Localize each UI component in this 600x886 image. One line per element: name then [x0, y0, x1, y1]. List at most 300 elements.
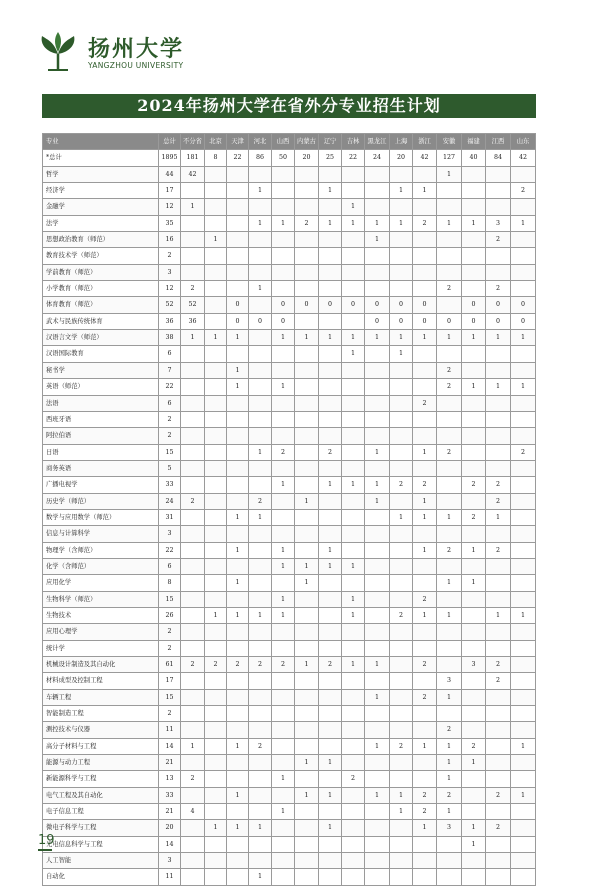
- quota-cell: [365, 542, 390, 558]
- quota-cell: [272, 493, 295, 509]
- table-row: [43, 591, 536, 607]
- quota-cell: [205, 509, 227, 525]
- quota-cell: [319, 199, 342, 215]
- quota-cell: [365, 722, 390, 738]
- quota-cell: [295, 264, 319, 280]
- quota-cell: [272, 787, 295, 803]
- quota-cell: 1: [462, 836, 486, 852]
- quota-cell: [437, 428, 462, 444]
- table-row: [43, 183, 536, 199]
- major-name-cell: 商务英语: [43, 460, 159, 476]
- quota-cell: [227, 428, 249, 444]
- quota-cell: [437, 346, 462, 362]
- quota-cell: 3: [462, 657, 486, 673]
- quota-cell: 3: [159, 264, 181, 280]
- quota-cell: [295, 640, 319, 656]
- quota-cell: [227, 755, 249, 771]
- quota-cell: [249, 362, 272, 378]
- quota-cell: [342, 820, 365, 836]
- quota-cell: [511, 493, 536, 509]
- quota-cell: [511, 869, 536, 885]
- quota-cell: 2: [486, 657, 511, 673]
- quota-cell: [319, 804, 342, 820]
- major-name-cell: 自动化: [43, 869, 159, 885]
- quota-cell: [181, 509, 205, 525]
- quota-cell: 1: [272, 804, 295, 820]
- quota-cell: [249, 771, 272, 787]
- quota-cell: [272, 264, 295, 280]
- quota-cell: [227, 836, 249, 852]
- quota-cell: [249, 836, 272, 852]
- quota-cell: 2: [181, 657, 205, 673]
- quota-cell: [511, 542, 536, 558]
- quota-cell: [272, 836, 295, 852]
- quota-cell: 17: [159, 183, 181, 199]
- quota-cell: [511, 673, 536, 689]
- quota-cell: 1: [249, 215, 272, 231]
- quota-cell: 0: [437, 313, 462, 329]
- quota-cell: [181, 869, 205, 885]
- quota-cell: [437, 591, 462, 607]
- quota-cell: [295, 509, 319, 525]
- quota-cell: [295, 853, 319, 869]
- quota-cell: [272, 738, 295, 754]
- quota-cell: 1: [227, 575, 249, 591]
- quota-cell: [205, 428, 227, 444]
- quota-cell: [437, 493, 462, 509]
- quota-cell: 127: [437, 150, 462, 166]
- quota-cell: [342, 493, 365, 509]
- quota-cell: 1: [342, 199, 365, 215]
- quota-cell: [181, 542, 205, 558]
- column-header: 总计: [159, 134, 181, 150]
- quota-cell: 2: [249, 493, 272, 509]
- quota-cell: 42: [511, 150, 536, 166]
- quota-cell: 2: [159, 428, 181, 444]
- quota-cell: [295, 395, 319, 411]
- table-row: [43, 526, 536, 542]
- quota-cell: [486, 640, 511, 656]
- major-name-cell: 金融学: [43, 199, 159, 215]
- quota-cell: 3: [159, 526, 181, 542]
- major-name-cell: 材料成型及控制工程: [43, 673, 159, 689]
- quota-cell: 0: [413, 297, 437, 313]
- quota-cell: 0: [227, 297, 249, 313]
- quota-cell: [295, 706, 319, 722]
- quota-cell: [365, 183, 390, 199]
- quota-cell: [462, 444, 486, 460]
- quota-cell: [181, 444, 205, 460]
- quota-cell: [249, 853, 272, 869]
- quota-cell: 1: [205, 607, 227, 623]
- quota-cell: 2: [413, 215, 437, 231]
- column-header: 黑龙江: [365, 134, 390, 150]
- table-row: [43, 804, 536, 820]
- quota-cell: 15: [159, 591, 181, 607]
- quota-cell: [181, 820, 205, 836]
- quota-cell: [390, 166, 413, 182]
- logo-text-en: YANGZHOU UNIVERSITY: [88, 61, 184, 70]
- quota-cell: 2: [437, 281, 462, 297]
- quota-cell: [342, 836, 365, 852]
- quota-cell: [181, 722, 205, 738]
- quota-cell: [319, 281, 342, 297]
- quota-cell: [365, 836, 390, 852]
- quota-cell: [181, 787, 205, 803]
- quota-cell: [413, 755, 437, 771]
- quota-cell: [272, 853, 295, 869]
- quota-cell: [413, 281, 437, 297]
- quota-cell: [511, 346, 536, 362]
- quota-cell: 22: [227, 150, 249, 166]
- quota-cell: [295, 199, 319, 215]
- quota-cell: 1: [227, 738, 249, 754]
- quota-cell: 15: [159, 689, 181, 705]
- quota-cell: [413, 640, 437, 656]
- table-row: [43, 624, 536, 640]
- ginkgo-emblem-icon: [36, 30, 80, 74]
- quota-cell: [486, 591, 511, 607]
- quota-cell: [511, 232, 536, 248]
- table-row: [43, 755, 536, 771]
- quota-cell: 1: [181, 199, 205, 215]
- quota-cell: [249, 755, 272, 771]
- quota-cell: [205, 591, 227, 607]
- quota-cell: [413, 411, 437, 427]
- quota-cell: 1: [249, 183, 272, 199]
- table-row: [43, 542, 536, 558]
- quota-cell: [295, 722, 319, 738]
- quota-cell: [181, 215, 205, 231]
- quota-cell: [227, 624, 249, 640]
- quota-cell: [205, 804, 227, 820]
- quota-cell: [249, 330, 272, 346]
- quota-cell: [462, 526, 486, 542]
- quota-cell: [462, 787, 486, 803]
- quota-cell: [181, 575, 205, 591]
- quota-cell: 1: [181, 330, 205, 346]
- quota-cell: [462, 607, 486, 623]
- quota-cell: [390, 264, 413, 280]
- quota-cell: [272, 689, 295, 705]
- quota-cell: [181, 183, 205, 199]
- table-row: [43, 346, 536, 362]
- column-header-major: 专业: [43, 134, 159, 150]
- quota-cell: [319, 346, 342, 362]
- quota-cell: [437, 477, 462, 493]
- quota-cell: [511, 428, 536, 444]
- quota-cell: [181, 706, 205, 722]
- quota-cell: [390, 395, 413, 411]
- quota-cell: [462, 722, 486, 738]
- quota-cell: [272, 820, 295, 836]
- quota-cell: 1: [413, 738, 437, 754]
- quota-cell: 1: [249, 444, 272, 460]
- quota-cell: [295, 232, 319, 248]
- quota-cell: [181, 640, 205, 656]
- quota-cell: [437, 853, 462, 869]
- quota-cell: 1: [365, 330, 390, 346]
- quota-cell: 1: [413, 542, 437, 558]
- table-row: [43, 607, 536, 623]
- major-name-cell: 生物科学（师范）: [43, 591, 159, 607]
- quota-cell: 1: [511, 215, 536, 231]
- quota-cell: 1: [249, 281, 272, 297]
- quota-cell: 1: [365, 477, 390, 493]
- quota-cell: 1: [319, 477, 342, 493]
- quota-cell: [295, 624, 319, 640]
- major-name-cell: 小学教育（师范）: [43, 281, 159, 297]
- table-row: [43, 689, 536, 705]
- quota-cell: [511, 264, 536, 280]
- quota-cell: [319, 509, 342, 525]
- quota-cell: [205, 575, 227, 591]
- quota-cell: 42: [181, 166, 205, 182]
- quota-cell: [249, 232, 272, 248]
- major-name-cell: 新能源科学与工程: [43, 771, 159, 787]
- quota-cell: [181, 607, 205, 623]
- column-header: 不分省: [181, 134, 205, 150]
- quota-cell: 1: [227, 379, 249, 395]
- quota-cell: [342, 673, 365, 689]
- quota-cell: [295, 526, 319, 542]
- quota-cell: 15: [159, 444, 181, 460]
- quota-cell: [486, 689, 511, 705]
- quota-cell: 1: [227, 542, 249, 558]
- quota-cell: [511, 509, 536, 525]
- quota-cell: 1: [365, 787, 390, 803]
- quota-cell: [486, 804, 511, 820]
- quota-cell: [342, 640, 365, 656]
- table-row: [43, 150, 536, 166]
- quota-cell: 1: [295, 330, 319, 346]
- quota-cell: 0: [511, 297, 536, 313]
- quota-cell: [295, 183, 319, 199]
- quota-cell: [462, 640, 486, 656]
- quota-cell: [511, 853, 536, 869]
- quota-cell: 1: [365, 657, 390, 673]
- quota-cell: [249, 379, 272, 395]
- quota-cell: 1: [272, 558, 295, 574]
- quota-cell: [319, 706, 342, 722]
- quota-cell: 1: [511, 379, 536, 395]
- quota-cell: [295, 804, 319, 820]
- page-number: 19: [38, 833, 55, 848]
- quota-cell: 16: [159, 232, 181, 248]
- quota-cell: [227, 493, 249, 509]
- quota-cell: 0: [462, 313, 486, 329]
- quota-cell: 1: [227, 362, 249, 378]
- major-name-cell: 电气工程及其自动化: [43, 787, 159, 803]
- quota-cell: [511, 804, 536, 820]
- quota-cell: [295, 820, 319, 836]
- quota-cell: 1: [342, 558, 365, 574]
- column-header: 山东: [511, 134, 536, 150]
- quota-cell: [249, 706, 272, 722]
- quota-cell: [437, 199, 462, 215]
- quota-cell: [295, 738, 319, 754]
- quota-cell: 2: [181, 281, 205, 297]
- quota-cell: 21: [159, 804, 181, 820]
- quota-cell: [342, 444, 365, 460]
- quota-cell: 0: [319, 297, 342, 313]
- quota-cell: [365, 755, 390, 771]
- quota-cell: 1: [462, 215, 486, 231]
- quota-cell: 1: [390, 787, 413, 803]
- quota-cell: 2: [437, 787, 462, 803]
- quota-cell: 1: [437, 166, 462, 182]
- quota-cell: [295, 607, 319, 623]
- quota-cell: 2: [486, 477, 511, 493]
- quota-cell: 1: [365, 689, 390, 705]
- quota-cell: 6: [159, 558, 181, 574]
- quota-cell: 1: [437, 575, 462, 591]
- column-header: 辽宁: [319, 134, 342, 150]
- quota-cell: 1: [249, 869, 272, 885]
- quota-cell: [390, 640, 413, 656]
- quota-cell: [181, 411, 205, 427]
- quota-cell: 1: [390, 183, 413, 199]
- quota-cell: [249, 787, 272, 803]
- quota-cell: 2: [159, 248, 181, 264]
- quota-cell: [319, 624, 342, 640]
- quota-cell: [295, 379, 319, 395]
- quota-cell: [413, 199, 437, 215]
- quota-cell: 38: [159, 330, 181, 346]
- quota-cell: 1: [342, 346, 365, 362]
- quota-cell: [227, 722, 249, 738]
- quota-cell: [342, 738, 365, 754]
- quota-cell: [272, 706, 295, 722]
- quota-cell: [181, 264, 205, 280]
- quota-cell: [486, 362, 511, 378]
- quota-cell: 42: [413, 150, 437, 166]
- quota-cell: 1: [295, 493, 319, 509]
- quota-cell: 11: [159, 869, 181, 885]
- quota-cell: 1: [227, 820, 249, 836]
- quota-cell: 2: [511, 183, 536, 199]
- quota-cell: [511, 820, 536, 836]
- column-header: 安徽: [437, 134, 462, 150]
- table-row: [43, 640, 536, 656]
- major-name-cell: 哲学: [43, 166, 159, 182]
- major-name-cell: *总计: [43, 150, 159, 166]
- quota-cell: [249, 526, 272, 542]
- quota-cell: [511, 755, 536, 771]
- quota-cell: [365, 624, 390, 640]
- table-row: [43, 460, 536, 476]
- quota-cell: [181, 346, 205, 362]
- table-row: [43, 281, 536, 297]
- quota-cell: 2: [462, 509, 486, 525]
- quota-cell: [249, 624, 272, 640]
- quota-cell: [342, 575, 365, 591]
- quota-cell: 1: [511, 607, 536, 623]
- university-logo: [36, 30, 186, 74]
- quota-cell: [390, 558, 413, 574]
- quota-cell: [227, 232, 249, 248]
- quota-cell: [413, 460, 437, 476]
- quota-cell: [181, 624, 205, 640]
- major-name-cell: 应用心理学: [43, 624, 159, 640]
- quota-cell: 52: [181, 297, 205, 313]
- quota-cell: 1: [272, 379, 295, 395]
- quota-cell: [249, 591, 272, 607]
- quota-cell: [295, 477, 319, 493]
- quota-cell: [342, 395, 365, 411]
- quota-cell: 2: [227, 657, 249, 673]
- quota-cell: [462, 624, 486, 640]
- quota-cell: [205, 460, 227, 476]
- quota-cell: 0: [413, 313, 437, 329]
- major-name-cell: 英语（师范）: [43, 379, 159, 395]
- quota-cell: [227, 248, 249, 264]
- quota-cell: 1: [365, 493, 390, 509]
- quota-cell: 1: [272, 591, 295, 607]
- quota-cell: [249, 248, 272, 264]
- quota-cell: [342, 232, 365, 248]
- quota-cell: 1: [342, 330, 365, 346]
- quota-cell: [181, 526, 205, 542]
- quota-cell: [227, 673, 249, 689]
- quota-cell: [295, 411, 319, 427]
- major-name-cell: 广播电视学: [43, 477, 159, 493]
- quota-cell: [295, 591, 319, 607]
- quota-cell: [205, 183, 227, 199]
- quota-cell: [342, 183, 365, 199]
- quota-cell: [319, 526, 342, 542]
- quota-cell: [205, 755, 227, 771]
- quota-cell: [205, 281, 227, 297]
- quota-cell: [205, 297, 227, 313]
- quota-cell: 35: [159, 215, 181, 231]
- quota-cell: [319, 869, 342, 885]
- quota-cell: [486, 395, 511, 411]
- quota-cell: 1: [227, 787, 249, 803]
- table-row: [43, 297, 536, 313]
- quota-cell: [181, 379, 205, 395]
- quota-cell: [227, 558, 249, 574]
- quota-cell: [486, 558, 511, 574]
- quota-cell: 1: [390, 330, 413, 346]
- quota-cell: [227, 183, 249, 199]
- quota-cell: [511, 460, 536, 476]
- quota-cell: [511, 657, 536, 673]
- quota-cell: 1: [486, 607, 511, 623]
- quota-cell: 2: [159, 411, 181, 427]
- quota-cell: [319, 232, 342, 248]
- table-row: [43, 722, 536, 738]
- quota-cell: [249, 411, 272, 427]
- quota-cell: 2: [390, 607, 413, 623]
- quota-cell: [486, 836, 511, 852]
- quota-cell: 33: [159, 477, 181, 493]
- quota-cell: 8: [159, 575, 181, 591]
- major-name-cell: 武术与民族传统体育: [43, 313, 159, 329]
- quota-cell: 1: [462, 379, 486, 395]
- quota-cell: 1895: [159, 150, 181, 166]
- quota-cell: 0: [462, 297, 486, 313]
- quota-cell: [462, 411, 486, 427]
- quota-cell: [205, 722, 227, 738]
- quota-cell: 1: [319, 542, 342, 558]
- quota-cell: [205, 395, 227, 411]
- quota-cell: 1: [462, 542, 486, 558]
- quota-cell: [437, 558, 462, 574]
- table-row: [43, 330, 536, 346]
- quota-cell: 0: [486, 313, 511, 329]
- quota-cell: 2: [413, 657, 437, 673]
